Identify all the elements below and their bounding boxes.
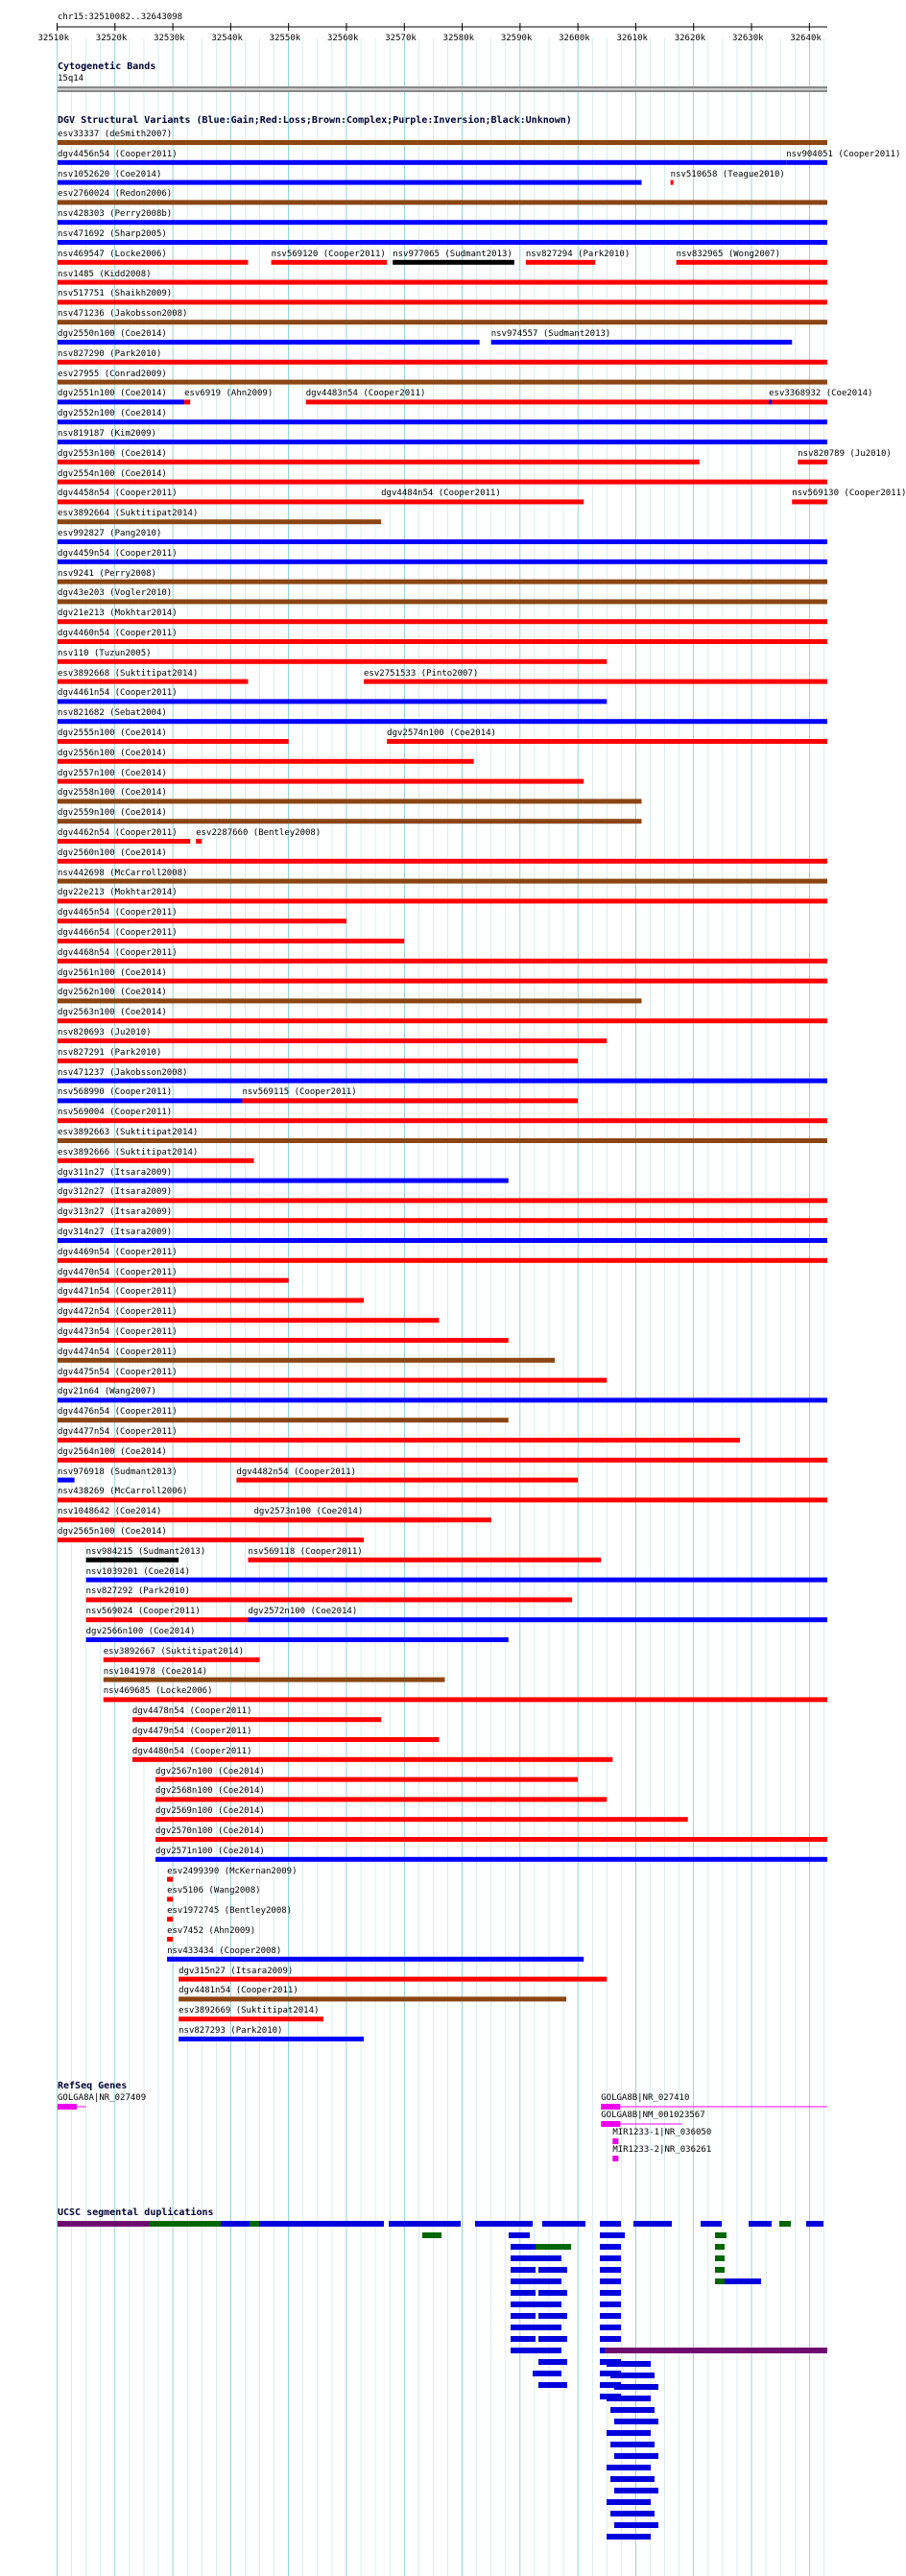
dgv-feature-label[interactable]: nsv974557 (Sudmant2013) <box>490 329 611 339</box>
dgv-feature-label[interactable]: esv3368932 (Coe2014) <box>769 389 873 399</box>
dgv-feature-label[interactable]: esv7452 (Ahn2009) <box>167 1926 256 1936</box>
dgv-feature-label[interactable]: dgv4475n54 (Cooper2011) <box>58 1367 178 1377</box>
refseq-gene-label[interactable]: GOLGA8B|NR_027410 <box>601 2093 690 2103</box>
ruler-tick-label: 32600k <box>559 34 590 43</box>
dgv-feature-label[interactable]: dgv21n64 (Wang2007) <box>58 1387 156 1397</box>
dgv-feature-label[interactable]: dgv315n27 (Itsara2009) <box>179 1966 294 1976</box>
dgv-feature-label[interactable]: esv992827 (Pang2010) <box>58 529 162 538</box>
dgv-feature-label[interactable]: dgv4482n54 (Cooper2011) <box>236 1467 357 1477</box>
dgv-feature-label[interactable]: nsv517751 (Shaikh2009) <box>58 289 173 299</box>
cyto-band-label: 15q14 <box>58 74 84 83</box>
dgv-feature-label[interactable]: nsv827294 (Park2010) <box>525 249 631 259</box>
dgv-feature-label[interactable]: nsv568990 (Cooper2011) <box>58 1087 173 1098</box>
ruler-tick-label: 32510k <box>37 34 70 43</box>
dgv-feature-label[interactable]: nsv569024 (Cooper2011) <box>85 1607 201 1617</box>
dgv-feature-label[interactable]: dgv4478n54 (Cooper2011) <box>131 1706 252 1717</box>
dgv-feature-label[interactable]: dgv4473n54 (Cooper2011) <box>58 1327 178 1337</box>
dgv-feature-label[interactable]: dgv2563n100 (Coe2014) <box>58 1008 167 1018</box>
dgv-feature-label[interactable]: nsv1039201 (Coe2014) <box>85 1566 191 1577</box>
dgv-feature-label[interactable]: esv2499390 (McKernan2009) <box>167 1866 298 1876</box>
ruler-tick-label: 32570k <box>385 34 417 43</box>
dgv-feature-label[interactable]: nsv569120 (Cooper2011) <box>271 249 386 259</box>
ruler-tick-label: 32530k <box>154 34 185 43</box>
dgv-feature-label[interactable]: dgv22e213 (Mokhtar2014) <box>58 888 178 898</box>
dgv-feature-label[interactable]: dgv2572n100 (Coe2014) <box>248 1607 358 1617</box>
dgv-feature-label[interactable]: dgv311n27 (Itsara2009) <box>58 1167 173 1178</box>
dgv-feature-label[interactable]: dgv4458n54 (Cooper2011) <box>58 489 178 499</box>
dgv-feature-label[interactable]: esv3892666 (Suktitipat2014) <box>58 1147 199 1157</box>
dgv-feature-label[interactable]: nsv569115 (Cooper2011) <box>242 1087 357 1098</box>
dgv-feature-label[interactable]: dgv2553n100 (Coe2014) <box>58 448 167 459</box>
dgv-feature-label[interactable]: nsv569118 (Cooper2011) <box>248 1546 363 1557</box>
dgv-feature-label[interactable]: dgv4469n54 (Cooper2011) <box>58 1247 178 1257</box>
ruler-tick-label: 32550k <box>269 34 301 43</box>
dgv-feature-label[interactable]: esv2760024 (Redon2006) <box>58 189 173 200</box>
dgv-feature-label[interactable]: dgv2559n100 (Coe2014) <box>58 808 167 819</box>
dgv-feature-label[interactable]: dgv2561n100 (Coe2014) <box>58 967 167 978</box>
dgv-feature-label[interactable]: nsv110 (Tuzun2005) <box>58 648 152 658</box>
ruler-tick-label: 32580k <box>442 34 475 43</box>
dgv-feature-label[interactable]: dgv4466n54 (Cooper2011) <box>58 928 178 938</box>
dgv-feature-label[interactable]: dgv21e213 (Mokhtar2014) <box>58 608 178 619</box>
dgv-feature-label[interactable]: nsv428303 (Perry2008b) <box>58 209 173 220</box>
dgv-feature-label[interactable]: dgv2550n100 (Coe2014) <box>58 329 167 339</box>
dgv-feature-label[interactable]: nsv832965 (Wong2007) <box>676 249 781 259</box>
dgv-feature-label[interactable]: dgv2557n100 (Coe2014) <box>58 768 167 778</box>
cyto-title[interactable]: Cytogenetic Bands <box>58 61 156 72</box>
dgv-feature-label[interactable]: nsv820789 (Ju2010) <box>798 448 892 459</box>
dgv-feature-label[interactable]: dgv312n27 (Itsara2009) <box>58 1187 173 1198</box>
dgv-feature-label[interactable]: dgv4481n54 (Cooper2011) <box>179 1986 298 1996</box>
ruler-tick-label: 32540k <box>211 34 243 43</box>
dgv-feature-label[interactable]: esv5106 (Wang2008) <box>167 1886 261 1896</box>
dgv-feature-label[interactable]: nsv569130 (Cooper2011) <box>792 489 906 499</box>
dgv-feature-label[interactable]: nsv9241 (Perry2008) <box>58 568 156 579</box>
dgv-feature-label[interactable]: nsv819187 (Kim2009) <box>58 429 156 439</box>
dgv-feature-label[interactable]: nsv827290 (Park2010) <box>58 348 162 359</box>
dgv-feature-label[interactable]: dgv4479n54 (Cooper2011) <box>131 1727 252 1736</box>
dgv-feature-label[interactable]: nsv976918 (Sudmant2013) <box>58 1467 178 1477</box>
dgv-feature-label[interactable]: dgv2573n100 (Coe2014) <box>253 1507 364 1517</box>
dgv-feature-label[interactable]: nsv1048642 (Coe2014) <box>58 1507 162 1517</box>
dgv-title[interactable]: DGV Structural Variants (Blue:Gain;Red:Loss;Brown:Complex;Purple:Inversion;Black:Unknown) <box>58 115 572 126</box>
dgv-feature-label[interactable]: dgv313n27 (Itsara2009) <box>58 1207 173 1218</box>
dgv-feature-label[interactable]: dgv4472n54 (Cooper2011) <box>58 1307 178 1318</box>
dgv-feature-label[interactable]: dgv2565n100 (Coe2014) <box>58 1527 167 1537</box>
dgv-feature-label[interactable]: dgv43e203 (Vogler2010) <box>58 588 173 599</box>
dgv-feature-label[interactable]: dgv2558n100 (Coe2014) <box>58 788 167 799</box>
dgv-feature-label[interactable]: dgv2552n100 (Coe2014) <box>58 409 167 419</box>
dgv-feature-label[interactable]: nsv471236 (Jakobsson2008) <box>58 309 188 320</box>
dgv-feature-label[interactable]: nsv471692 (Sharp2005) <box>58 229 167 239</box>
dgv-feature-label[interactable]: dgv314n27 (Itsara2009) <box>58 1228 173 1237</box>
ruler-tick-label: 32610k <box>616 34 648 43</box>
ruler-tick-label: 32520k <box>95 34 128 43</box>
dgv-feature-label[interactable]: nsv469685 (Locke2006) <box>103 1686 213 1697</box>
dgv-feature-label[interactable]: esv2287660 (Bentley2008) <box>196 828 322 838</box>
dgv-feature-label[interactable]: dgv4468n54 (Cooper2011) <box>58 947 178 958</box>
dgv-feature-label[interactable]: dgv4484n54 (Cooper2011) <box>381 489 501 499</box>
dgv-feature-label[interactable]: dgv4456n54 (Cooper2011) <box>58 149 178 159</box>
dgv-feature-label[interactable]: nsv904051 (Cooper2011) <box>786 149 901 159</box>
dgv-feature-label[interactable]: dgv2562n100 (Coe2014) <box>58 988 167 998</box>
dgv-feature-label[interactable]: esv6919 (Ahn2009) <box>184 389 274 399</box>
dgv-feature-label[interactable]: dgv4460n54 (Cooper2011) <box>58 629 178 638</box>
dgv-feature-label[interactable]: esv27955 (Conrad2009) <box>58 369 167 379</box>
dgv-feature-label[interactable]: nsv469547 (Locke2006) <box>58 249 167 259</box>
dgv-feature-label[interactable]: nsv1052620 (Coe2014) <box>58 169 162 179</box>
dgv-feature-label[interactable]: nsv1485 (Kidd2008) <box>58 269 152 279</box>
ruler-tick-label: 32640k <box>790 34 822 43</box>
dgv-feature-label[interactable]: dgv4480n54 (Cooper2011) <box>131 1746 252 1756</box>
dgv-feature-label[interactable]: dgv4470n54 (Cooper2011) <box>58 1267 178 1277</box>
dgv-feature-label[interactable]: dgv4461n54 (Cooper2011) <box>58 688 178 699</box>
dgv-feature-label[interactable]: dgv2571n100 (Coe2014) <box>155 1846 265 1856</box>
dgv-feature-label[interactable]: dgv2567n100 (Coe2014) <box>155 1766 265 1777</box>
dgv-feature-label[interactable]: esv3892667 (Suktitipat2014) <box>103 1646 245 1657</box>
dgv-feature-label[interactable]: dgv4471n54 (Cooper2011) <box>58 1287 178 1298</box>
dgv-feature-label[interactable]: nsv433434 (Cooper2008) <box>167 1945 282 1956</box>
ruler-tick-label: 32590k <box>500 34 533 43</box>
ruler-tick-label: 32560k <box>326 34 359 43</box>
dgv-feature-label[interactable]: dgv2566n100 (Coe2014) <box>85 1627 196 1636</box>
dgv-feature-label[interactable]: esv3892664 (Suktitipat2014) <box>58 509 199 519</box>
dgv-feature-label[interactable]: dgv2554n100 (Coe2014) <box>58 468 167 479</box>
dgv-feature-label[interactable]: nsv977065 (Sudmant2013) <box>393 249 513 259</box>
dgv-feature-label[interactable]: dgv4459n54 (Cooper2011) <box>58 548 178 559</box>
dgv-feature-label[interactable]: nsv438269 (McCarroll2006) <box>58 1487 188 1497</box>
dgv-feature-label[interactable]: nsv827291 (Park2010) <box>58 1047 162 1058</box>
refseq-title[interactable]: RefSeq Genes <box>58 2081 128 2091</box>
dgv-feature-label[interactable]: dgv2564n100 (Coe2014) <box>58 1446 167 1457</box>
dgv-feature-label[interactable]: dgv2551n100 (Coe2014) <box>58 389 167 399</box>
ruler-tick-label: 32630k <box>732 34 764 43</box>
dgv-feature-label[interactable]: dgv2555n100 (Coe2014) <box>58 728 167 738</box>
dgv-feature-label[interactable]: nsv821682 (Sebat2004) <box>58 708 167 719</box>
refseq-gene-label[interactable]: MIR1233-2|NR_036261 <box>612 2145 712 2155</box>
ruler-tick-label: 32620k <box>674 34 706 43</box>
dgv-feature-label[interactable]: nsv471237 (Jakobsson2008) <box>58 1067 188 1078</box>
refseq-gene-label[interactable]: MIR1233-1|NR_036050 <box>612 2128 712 2137</box>
dgv-feature-label[interactable]: dgv2570n100 (Coe2014) <box>155 1826 265 1836</box>
dgv-feature-label[interactable]: dgv2556n100 (Coe2014) <box>58 748 167 758</box>
dgv-feature-label[interactable]: nsv984215 (Sudmant2013) <box>85 1546 206 1557</box>
dgv-feature-label[interactable]: esv33337 (deSmith2007) <box>58 130 173 139</box>
dgv-feature-label[interactable]: dgv4462n54 (Cooper2011) <box>58 828 178 838</box>
dgv-feature-label[interactable]: dgv4477n54 (Cooper2011) <box>58 1427 178 1437</box>
dgv-feature-label[interactable]: dgv2569n100 (Coe2014) <box>155 1806 265 1817</box>
refseq-gene-label[interactable]: GOLGA8A|NR_027409 <box>58 2093 147 2103</box>
dgv-feature-label[interactable]: dgv4483n54 (Cooper2011) <box>305 389 426 399</box>
dgv-feature-label[interactable]: dgv4476n54 (Cooper2011) <box>58 1407 178 1418</box>
dgv-feature-label[interactable]: dgv4474n54 (Cooper2011) <box>58 1347 178 1357</box>
dgv-feature-label[interactable]: nsv1041978 (Coe2014) <box>103 1666 208 1677</box>
dgv-feature-label[interactable]: nsv569004 (Cooper2011) <box>58 1108 173 1118</box>
refseq-gene-label[interactable]: GOLGA8B|NM_001023567 <box>601 2111 705 2120</box>
dgv-feature-label[interactable]: esv2751533 (Pinto2007) <box>364 668 479 679</box>
dgv-feature-label[interactable]: dgv2560n100 (Coe2014) <box>58 847 167 858</box>
dgv-feature-label[interactable]: dgv2568n100 (Coe2014) <box>155 1786 265 1797</box>
dgv-feature-label[interactable]: esv3892663 (Suktitipat2014) <box>58 1128 199 1137</box>
dgv-feature-label[interactable]: nsv827292 (Park2010) <box>85 1586 191 1597</box>
dgv-feature-label[interactable]: nsv510658 (Teague2010) <box>670 169 785 179</box>
position-label: chr15:32510082..32643098 <box>58 12 183 22</box>
dgv-feature-label[interactable]: dgv4465n54 (Cooper2011) <box>58 908 178 918</box>
dgv-feature-label[interactable]: esv3892669 (Suktitipat2014) <box>179 2006 320 2016</box>
dgv-feature-label[interactable]: dgv2574n100 (Coe2014) <box>387 728 496 738</box>
dgv-feature-label[interactable]: esv1972745 (Bentley2008) <box>167 1906 293 1917</box>
dgv-feature-label[interactable]: nsv442698 (McCarroll2008) <box>58 868 188 878</box>
dgv-feature-label[interactable]: nsv827293 (Park2010) <box>179 2026 283 2036</box>
dgv-feature-label[interactable]: nsv820693 (Ju2010) <box>58 1028 152 1038</box>
segdup-title[interactable]: UCSC segmental duplications <box>58 2207 214 2218</box>
dgv-feature-label[interactable]: esv3892668 (Suktitipat2014) <box>58 668 199 679</box>
